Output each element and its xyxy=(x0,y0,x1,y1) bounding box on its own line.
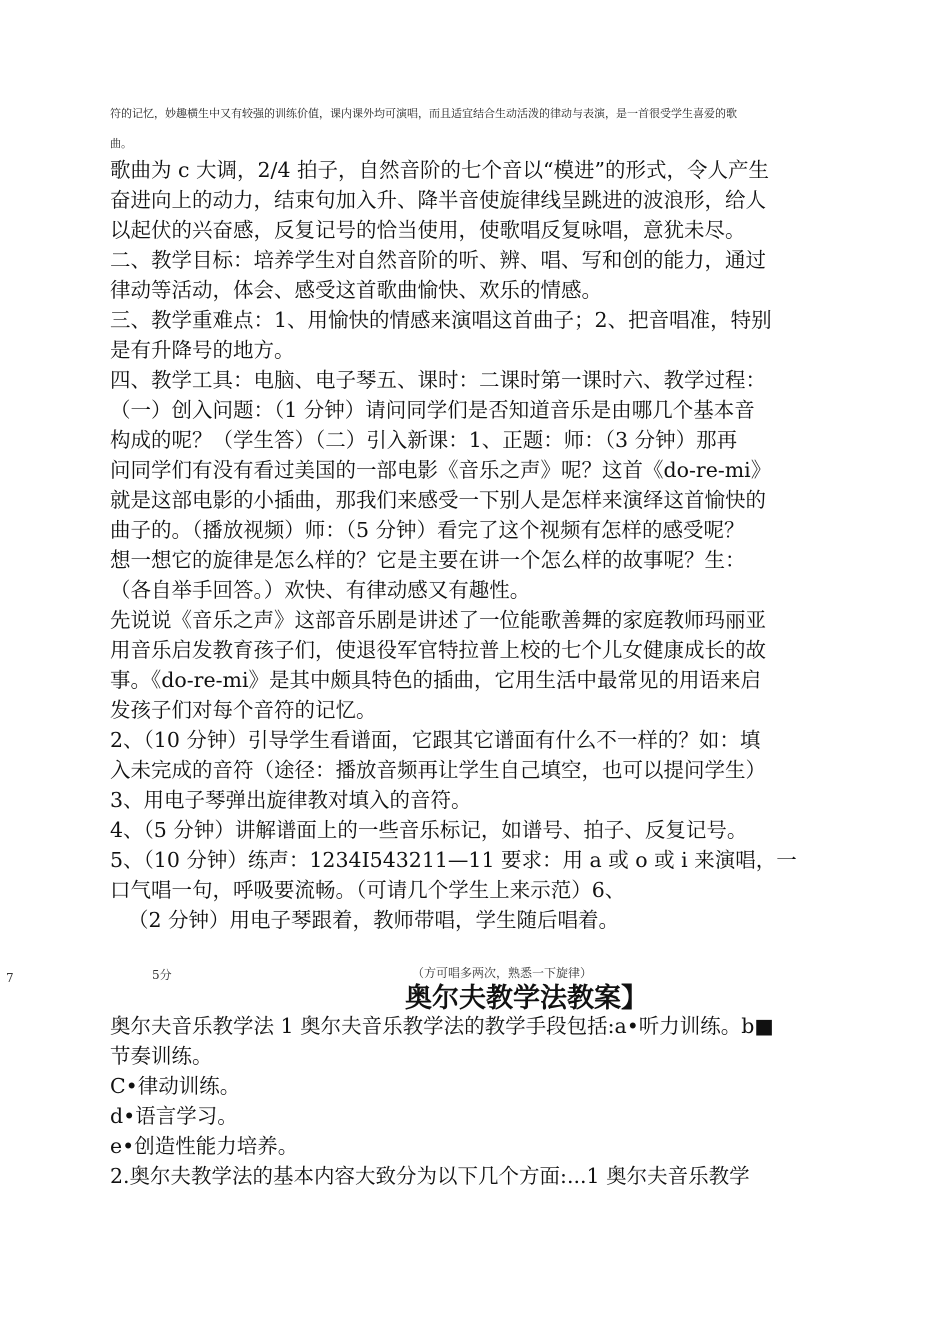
text-line: 2、（10 分钟）引导学生看谱面，它跟其它谱面有什么不一样的？如：填 xyxy=(110,728,761,752)
text-line: 奋进向上的动力，结束句加入升、降半音使旋律线呈跳进的波浪形，给人 xyxy=(110,188,766,212)
margin-note-minutes: 5分 xyxy=(152,968,172,982)
text-line: 事。《do-re-mi》是其中颇具特色的插曲，它用生活中最常见的用语来启 xyxy=(110,668,761,692)
text-line: 四、教学工具：电脑、电子琴五、课时：二课时第一课时六、教学过程： xyxy=(110,368,766,392)
text-line: 3、用电子琴弹出旋律教对填入的音符。 xyxy=(110,788,472,812)
text-line: 5、（10 分钟）练声：1234I543211—11 要求：用 a 或 o 或 i 来演唱，一 xyxy=(110,848,797,872)
text-line: 三、教学重难点：1、用愉快的情感来演唱这首曲子；2、把音唱准，特别 xyxy=(110,308,772,332)
text-line: 奥尔夫音乐教学法 1 奥尔夫音乐教学法的教学手段包括:a•听力训练。b■ xyxy=(110,1014,774,1038)
text-line: 先说说《音乐之声》这部音乐剧是讲述了一位能歌善舞的家庭教师玛丽亚 xyxy=(110,608,766,632)
lesson-body xyxy=(110,155,870,935)
text-line: （各自举手回答。）欢快、有律动感又有趣性。 xyxy=(110,578,531,602)
fragment-line-2: 曲。 xyxy=(110,137,132,150)
text-line: 歌曲为 c 大调，2/4 拍子，自然音阶的七个音以“模进”的形式，令人产生 xyxy=(110,158,769,182)
text-line: 律动等活动，体会、感受这首歌曲愉快、欢乐的情感。 xyxy=(110,278,602,302)
text-line: d•语言学习。 xyxy=(110,1104,238,1128)
margin-note-melody: （方可唱多两次，熟悉一下旋律） xyxy=(412,966,593,980)
text-line: （2 分钟）用电子琴跟着，教师带唱，学生随后唱着。 xyxy=(128,908,620,932)
text-line: 是有升降号的地方。 xyxy=(110,338,295,362)
margin-number: 7 xyxy=(6,971,14,985)
text-line: 问同学们有没有看过美国的一部电影《音乐之声》呢？这首《do-re-mi》 xyxy=(110,458,772,482)
text-line: e•创造性能力培养。 xyxy=(110,1134,299,1158)
text-line: 4、（5 分钟）讲解谱面上的一些音乐标记，如谱号、拍子、反复记号。 xyxy=(110,818,748,842)
text-line: 曲子的。（播放视频）师：（5 分钟）看完了这个视频有怎样的感受呢？ xyxy=(110,518,745,542)
text-line: （一）创入问题：（1 分钟）请问同学们是否知道音乐是由哪几个基本音 xyxy=(110,398,755,422)
section-heading: 奥尔夫教学法教案】 xyxy=(405,983,648,1014)
text-line: 以起伏的兴奋感，反复记号的恰当使用，使歌唱反复咏唱，意犹未尽。 xyxy=(110,218,746,242)
text-line: 想一想它的旋律是怎么样的？它是主要在讲一个怎么样的故事呢？生： xyxy=(110,548,746,572)
text-line: 2.奥尔夫教学法的基本内容大致分为以下几个方面:...1 奥尔夫音乐教学 xyxy=(110,1164,750,1188)
text-line: C•律动训练。 xyxy=(110,1074,241,1098)
text-line: 入未完成的音符（途径：播放音频再让学生自己填空，也可以提问学生） xyxy=(110,758,766,782)
text-line: 发孩子们对每个音符的记忆。 xyxy=(110,698,377,722)
text-line: 口气唱一句，呼吸要流畅。（可请几个学生上来示范）6、 xyxy=(110,878,626,902)
orff-body xyxy=(110,1011,870,1191)
text-line: 就是这部电影的小插曲，那我们来感受一下别人是怎样来演绎这首愉快的 xyxy=(110,488,766,512)
fragment-line-1: 符的记忆，妙趣横生中又有较强的训练价值，课内课外均可演唱，而且适宜结合生动活泼的律动与表演，是一首很受学生喜爱的歌 xyxy=(110,107,737,120)
text-line: 用音乐启发教育孩子们，使退役军官特拉普上校的七个儿女健康成长的故 xyxy=(110,638,766,662)
text-line: 节奏训练。 xyxy=(110,1044,213,1068)
text-line: 构成的呢？（学生答）（二）引入新课：1、正题：师：（3 分钟）那再 xyxy=(110,428,738,452)
text-line: 二、教学目标：培养学生对自然音阶的听、辨、唱、写和创的能力，通过 xyxy=(110,248,766,272)
